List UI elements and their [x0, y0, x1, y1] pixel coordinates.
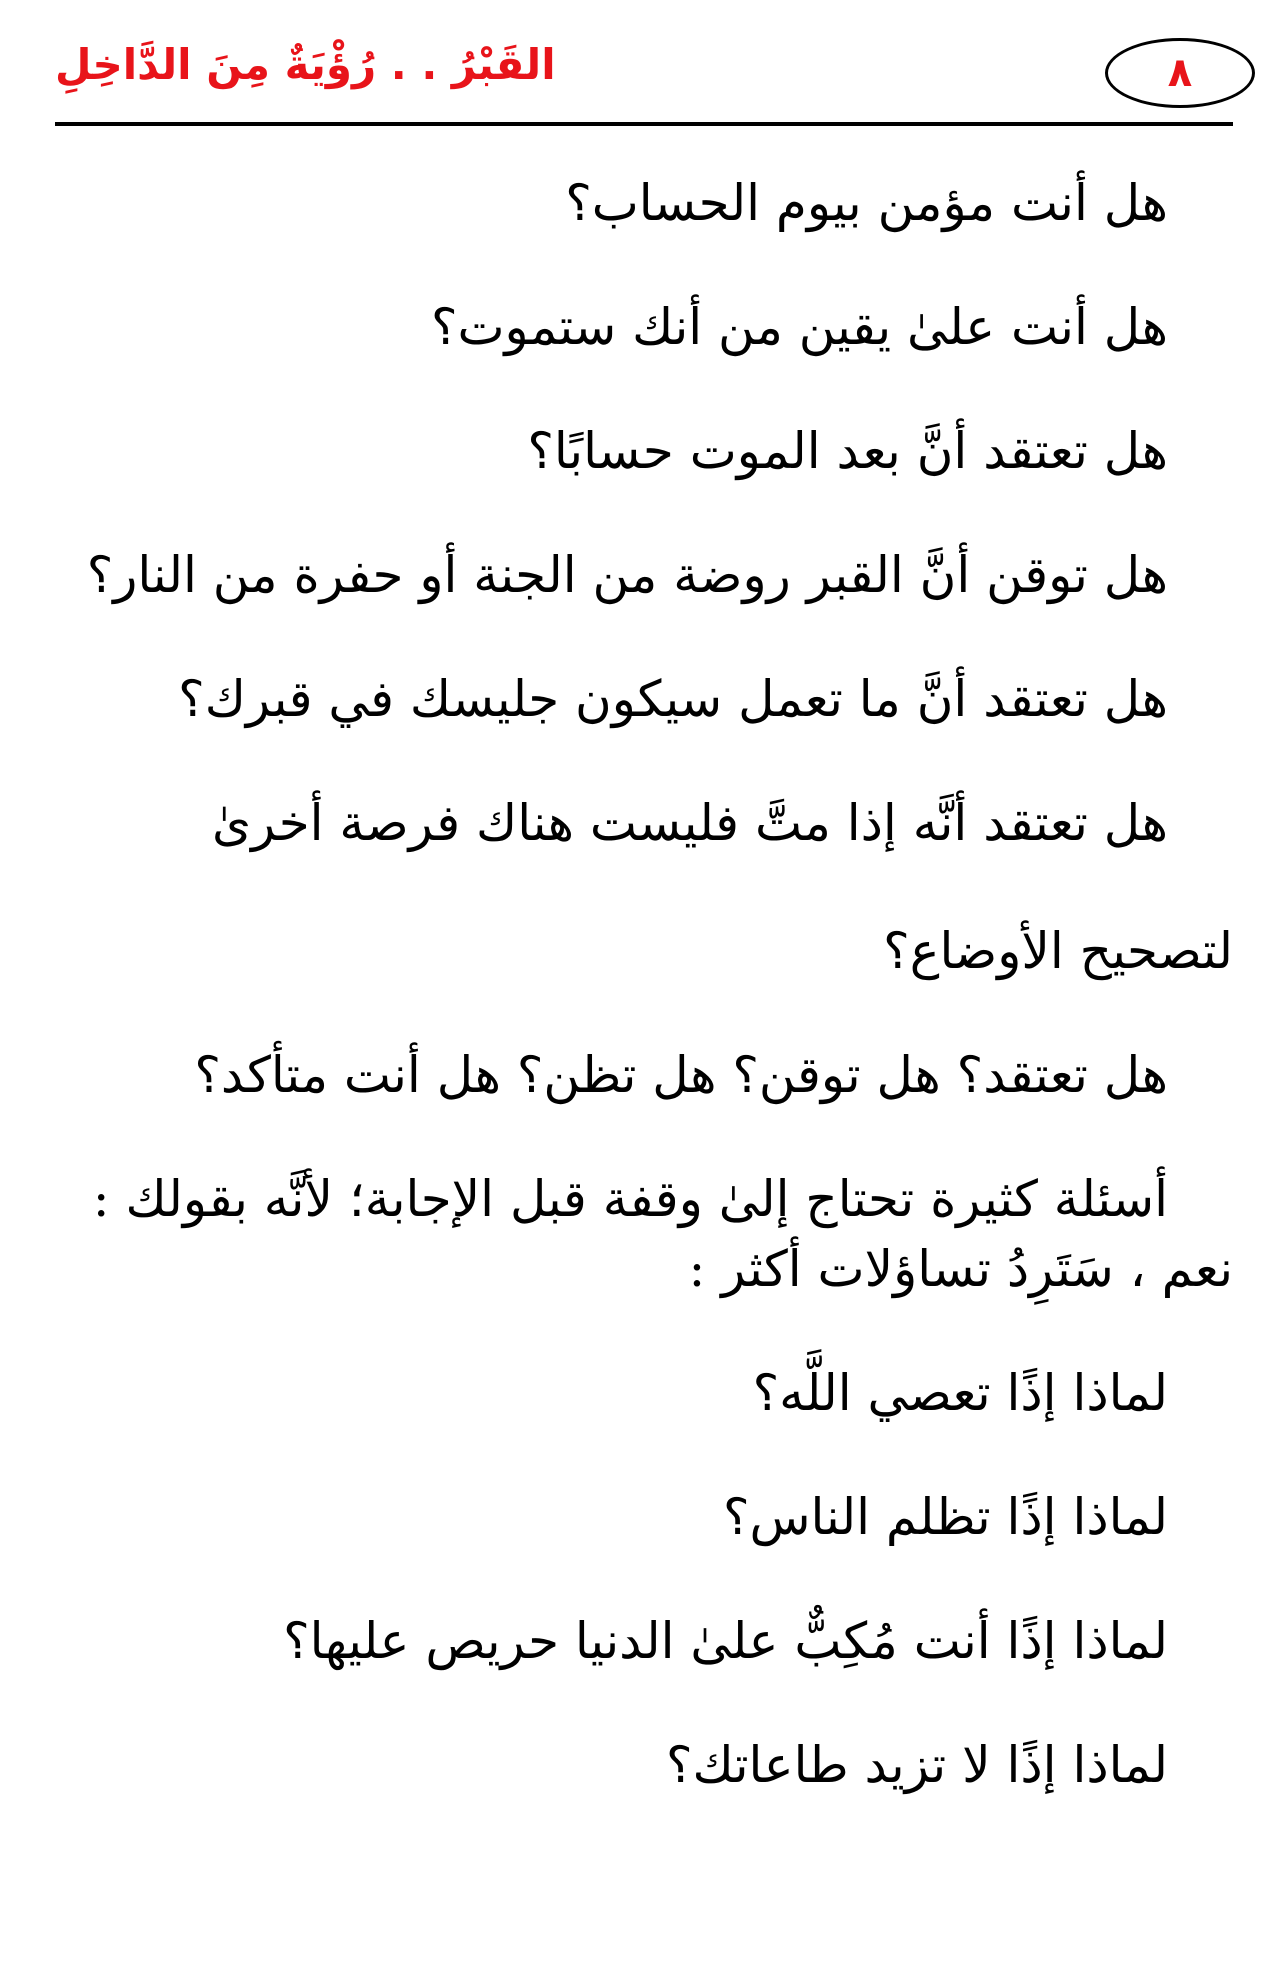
paragraph-wrapped	[55, 1166, 1233, 1302]
paragraph-wrapped	[55, 790, 1233, 984]
header-divider	[55, 122, 1233, 126]
question: لماذا إذًا لا تزيد طاعاتك؟	[665, 1736, 1168, 1794]
page-body	[55, 170, 1233, 1798]
page-number: ٨	[1105, 38, 1255, 108]
paragraph: هل أنت مؤمن بيوم الحساب؟	[565, 174, 1168, 232]
question: لماذا إذًا تعصي اللَّه؟	[752, 1364, 1168, 1422]
paragraph-line: هل تعتقد أنَّه إذا متَّ فليست هناك فرصة أخرىٰ	[211, 794, 1168, 852]
paragraph: هل أنت علىٰ يقين من أنك ستموت؟	[430, 298, 1168, 356]
paragraph: هل تعتقد؟ هل توقن؟ هل تظن؟ هل أنت متأكد؟	[194, 1046, 1168, 1104]
paragraph: هل تعتقد أنَّ ما تعمل سيكون جليسك في قبرك؟	[178, 670, 1168, 728]
paragraph: هل توقن أنَّ القبر روضة من الجنة أو حفرة من النار؟	[86, 546, 1168, 604]
paragraph-line: أسئلة كثيرة تحتاج إلىٰ وقفة قبل الإجابة؛ لأنَّه بقولك :	[92, 1170, 1168, 1228]
paragraph-line: لتصحيح الأوضاع؟	[883, 922, 1233, 980]
page-header	[55, 30, 1233, 126]
question: لماذا إذًا أنت مُكِبٌّ علىٰ الدنيا حريص عليها؟	[283, 1612, 1168, 1670]
paragraph-line: نعم ، سَتَرِدُ تساؤلات أكثر :	[688, 1240, 1233, 1298]
running-title: القَبْرُ . . رُؤْيَةٌ مِنَ الدَّاخِلِ	[55, 40, 556, 89]
question: لماذا إذًا تظلم الناس؟	[722, 1488, 1168, 1546]
paragraph: هل تعتقد أنَّ بعد الموت حسابًا؟	[527, 422, 1168, 480]
